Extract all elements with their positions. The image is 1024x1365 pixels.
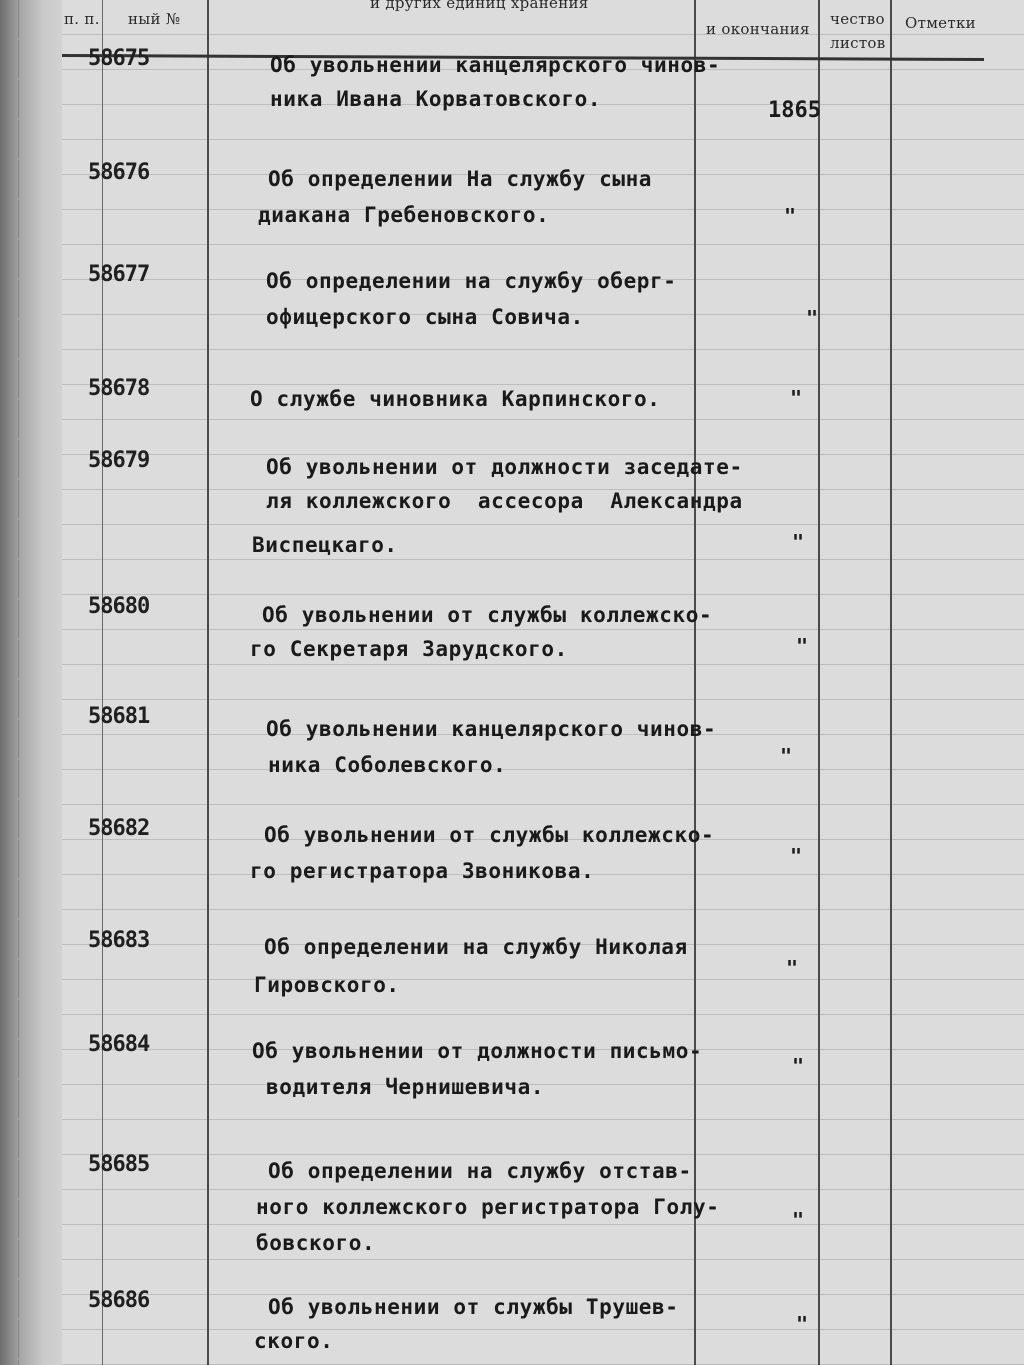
entry-title-line1: Об увольнении от службы коллежско- [264, 823, 715, 847]
entry-number: 58679 [88, 448, 150, 473]
entry-date-ditto: " [796, 634, 809, 658]
column-divider [694, 0, 696, 1365]
entry-title-line1: Об увольнении от должности письмо- [252, 1039, 703, 1063]
entry-title-line1: Об определении на службу Николая [264, 935, 688, 959]
entry-title-line2: офицерского сына Совича. [266, 305, 584, 329]
entry-number: 58681 [88, 704, 150, 729]
entry-title-line1: Об определении на службу отстав- [268, 1159, 692, 1183]
book-spine [0, 0, 63, 1365]
entry-date-ditto: " [780, 744, 793, 768]
entry-title-line1: Об увольнении канцелярского чинов- [270, 53, 721, 77]
header-col-notes: Отметки [905, 14, 976, 32]
entry-number: 58685 [88, 1152, 150, 1177]
entry-title-line1: О службе чиновника Карпинского. [250, 387, 661, 411]
entry-title-line1: Об увольнении от должности заседате- [266, 455, 743, 479]
entry-number: 58686 [88, 1288, 150, 1313]
entry-title-line2: Гировского. [254, 973, 400, 997]
column-divider [818, 0, 820, 1365]
entry-date-ditto: " [806, 306, 819, 330]
column-divider [890, 0, 892, 1365]
entry-title-line1: Об увольнении канцелярского чинов- [266, 717, 717, 741]
entry-date: 1865 [768, 98, 821, 123]
entry-date-ditto: " [792, 1208, 805, 1232]
entry-title-line1: Об увольнении от службы коллежско- [262, 603, 713, 627]
entry-title-line1: Об определении на службу оберг- [266, 269, 677, 293]
header-col-dates: и окончания [706, 20, 810, 38]
entry-number: 58683 [88, 928, 150, 953]
entry-date-ditto: " [784, 204, 797, 228]
entry-title-line1: Об увольнении от службы Трушев- [268, 1295, 679, 1319]
entry-title-line2: ского. [254, 1329, 334, 1353]
entry-title-line2: ника Ивана Корватовского. [270, 87, 602, 111]
column-divider [207, 0, 209, 1365]
entry-date-ditto: " [790, 844, 803, 868]
header-col-sheets-1: чество [830, 10, 885, 28]
entry-number: 58682 [88, 816, 150, 841]
entry-number: 58680 [88, 594, 150, 619]
entry-title-line2: ного коллежского регистратора Голу- [256, 1195, 720, 1219]
entry-title-line2: диакана Гребеновского. [258, 203, 550, 227]
entry-date-ditto: " [792, 530, 805, 554]
entry-date-ditto: " [786, 956, 799, 980]
header-col-sheets-2: листов [830, 34, 886, 52]
entry-title-line2: ля коллежского ассесора Александра [266, 489, 743, 513]
entry-title-line2: водителя Чернишевича. [266, 1075, 545, 1099]
entry-title-line3: Виспецкаго. [252, 533, 398, 557]
entry-date-ditto: " [792, 1054, 805, 1078]
header-col-number: ный № [128, 10, 181, 28]
entry-date-ditto: " [796, 1312, 809, 1336]
entry-title-line1: Об определении На службу сына [268, 167, 653, 191]
entry-number: 58677 [88, 262, 150, 287]
entry-title-line2: го Секретаря Зарудского. [250, 637, 568, 661]
entry-title-line3: бовского. [256, 1231, 376, 1255]
entry-title-line2: го регистратора Звоникова. [250, 859, 595, 883]
entry-number: 58676 [88, 160, 150, 185]
entry-number: 58678 [88, 376, 150, 401]
header-col-title: и других единиц хранения [370, 0, 589, 12]
header-col-index: п. п. [64, 10, 100, 28]
entry-number: 58684 [88, 1032, 150, 1057]
entry-number: 58675 [88, 46, 150, 71]
entry-title-line2: ника Соболевского. [268, 753, 507, 777]
entry-date-ditto: " [790, 386, 803, 410]
